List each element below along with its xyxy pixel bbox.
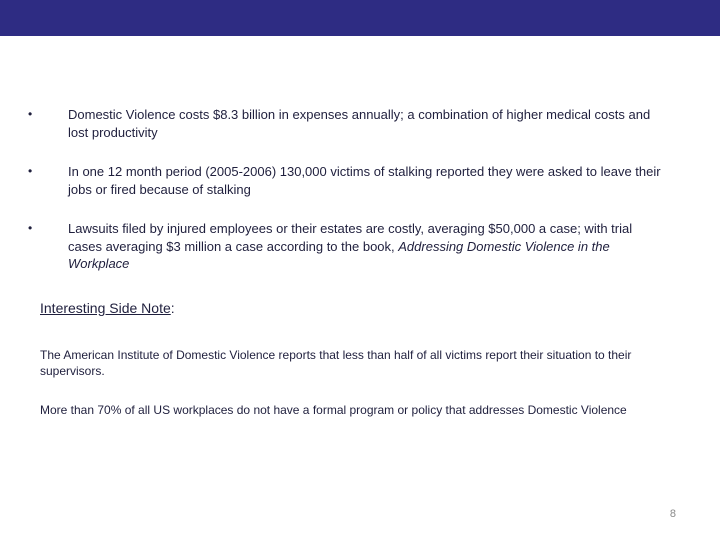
bullet-list	[28, 106, 668, 273]
side-note-heading-text: Interesting Side Note	[40, 300, 171, 316]
page-number: 8	[669, 508, 676, 520]
list-item	[28, 163, 668, 198]
bullet-icon: •	[28, 107, 33, 121]
bullet-text-lead: Lawsuits filed by injured employees or their estates are costly, averaging $50,000 a case; with trial cases averaging $3 million a case according to the book,	[68, 221, 633, 254]
header-bar	[0, 0, 720, 36]
bullet-icon: •	[28, 164, 33, 178]
side-note-heading-colon: :	[170, 300, 175, 316]
bullet-icon: •	[28, 221, 33, 235]
side-note-paragraph-2: More than 70% of all US workplaces do not have a formal program or policy that addresses Domestic Violence	[40, 403, 627, 417]
side-note-heading	[40, 299, 175, 317]
list-item	[28, 220, 668, 273]
bullet-text	[68, 221, 632, 271]
bullet-text: Domestic Violence costs $8.3 billion in expenses annually; a combination of higher medical costs and lost productivity	[68, 107, 651, 140]
book-title: Addressing Domestic Violence in the Workplace	[68, 238, 610, 271]
bullet-text: In one 12 month period (2005-2006) 130,000 victims of stalking reported they were asked to leave their jobs or fired because of stalking	[68, 164, 661, 197]
list-item	[28, 106, 668, 141]
side-note-paragraph-1: The American Institute of Domestic Violence reports that less than half of all victims report their situation to their supervisors.	[40, 348, 632, 378]
